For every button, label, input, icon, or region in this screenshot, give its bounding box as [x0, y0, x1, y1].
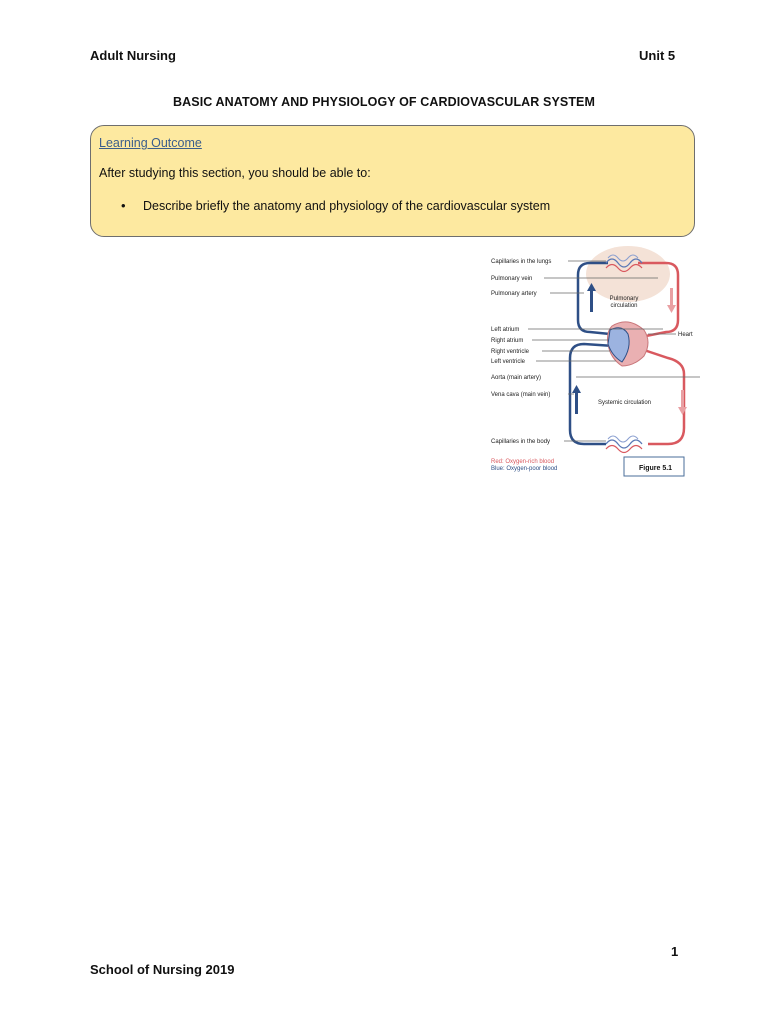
- page-title: BASIC ANATOMY AND PHYSIOLOGY OF CARDIOVASCULAR SYSTEM: [173, 95, 595, 109]
- circulation-diagram: [488, 238, 700, 478]
- learning-outcome-bullet: [121, 198, 550, 213]
- legend-blue: Blue: Oxygen-poor blood: [491, 466, 558, 472]
- page-number: 1: [671, 944, 679, 959]
- label-aorta: Aorta (main artery): [491, 375, 542, 381]
- label-pulmonary-vein: Pulmonary vein: [491, 276, 533, 282]
- heart-shape: [608, 322, 649, 366]
- learning-outcome-box: [90, 125, 695, 237]
- label-left-ventricle: Left ventricle: [491, 359, 526, 365]
- pulmonary-down-arrow: [667, 288, 676, 313]
- systemic-down-arrow: [678, 390, 687, 415]
- footer-school: School of Nursing 2019: [90, 962, 235, 977]
- label-capillaries-body: Capillaries in the body: [491, 439, 551, 445]
- learning-outcome-intro: After studying this section, you should be able to:: [99, 166, 371, 180]
- body-capillaries: [606, 436, 642, 453]
- header-unit: Unit 5: [639, 48, 676, 63]
- header-course: Adult Nursing: [90, 48, 176, 63]
- label-pulmonary-circulation-1: Pulmonary: [609, 296, 639, 302]
- label-right-atrium: Right atrium: [491, 338, 524, 344]
- label-right-ventricle: Right ventricle: [491, 349, 530, 355]
- label-pulmonary-artery: Pulmonary artery: [491, 291, 537, 297]
- bullet-text: Describe briefly the anatomy and physiology of the cardiovascular system: [143, 199, 551, 213]
- label-heart: Heart: [678, 332, 693, 338]
- aorta-vessel: [638, 348, 684, 444]
- bullet-icon: •: [121, 198, 126, 213]
- label-systemic-circulation: Systemic circulation: [598, 400, 652, 406]
- label-pulmonary-circulation-2: circulation: [610, 303, 638, 309]
- legend-red: Red: Oxygen-rich blood: [491, 459, 555, 465]
- figure-caption: Figure 5.1: [639, 465, 673, 472]
- learning-outcome-heading: Learning Outcome: [99, 136, 202, 150]
- label-vena-cava: Vena cava (main vein): [491, 392, 551, 398]
- systemic-up-arrow: [572, 385, 581, 414]
- lungs-shape: [586, 246, 670, 302]
- label-capillaries-lungs: Capillaries in the lungs: [491, 259, 552, 265]
- label-left-atrium: Left atrium: [491, 327, 520, 333]
